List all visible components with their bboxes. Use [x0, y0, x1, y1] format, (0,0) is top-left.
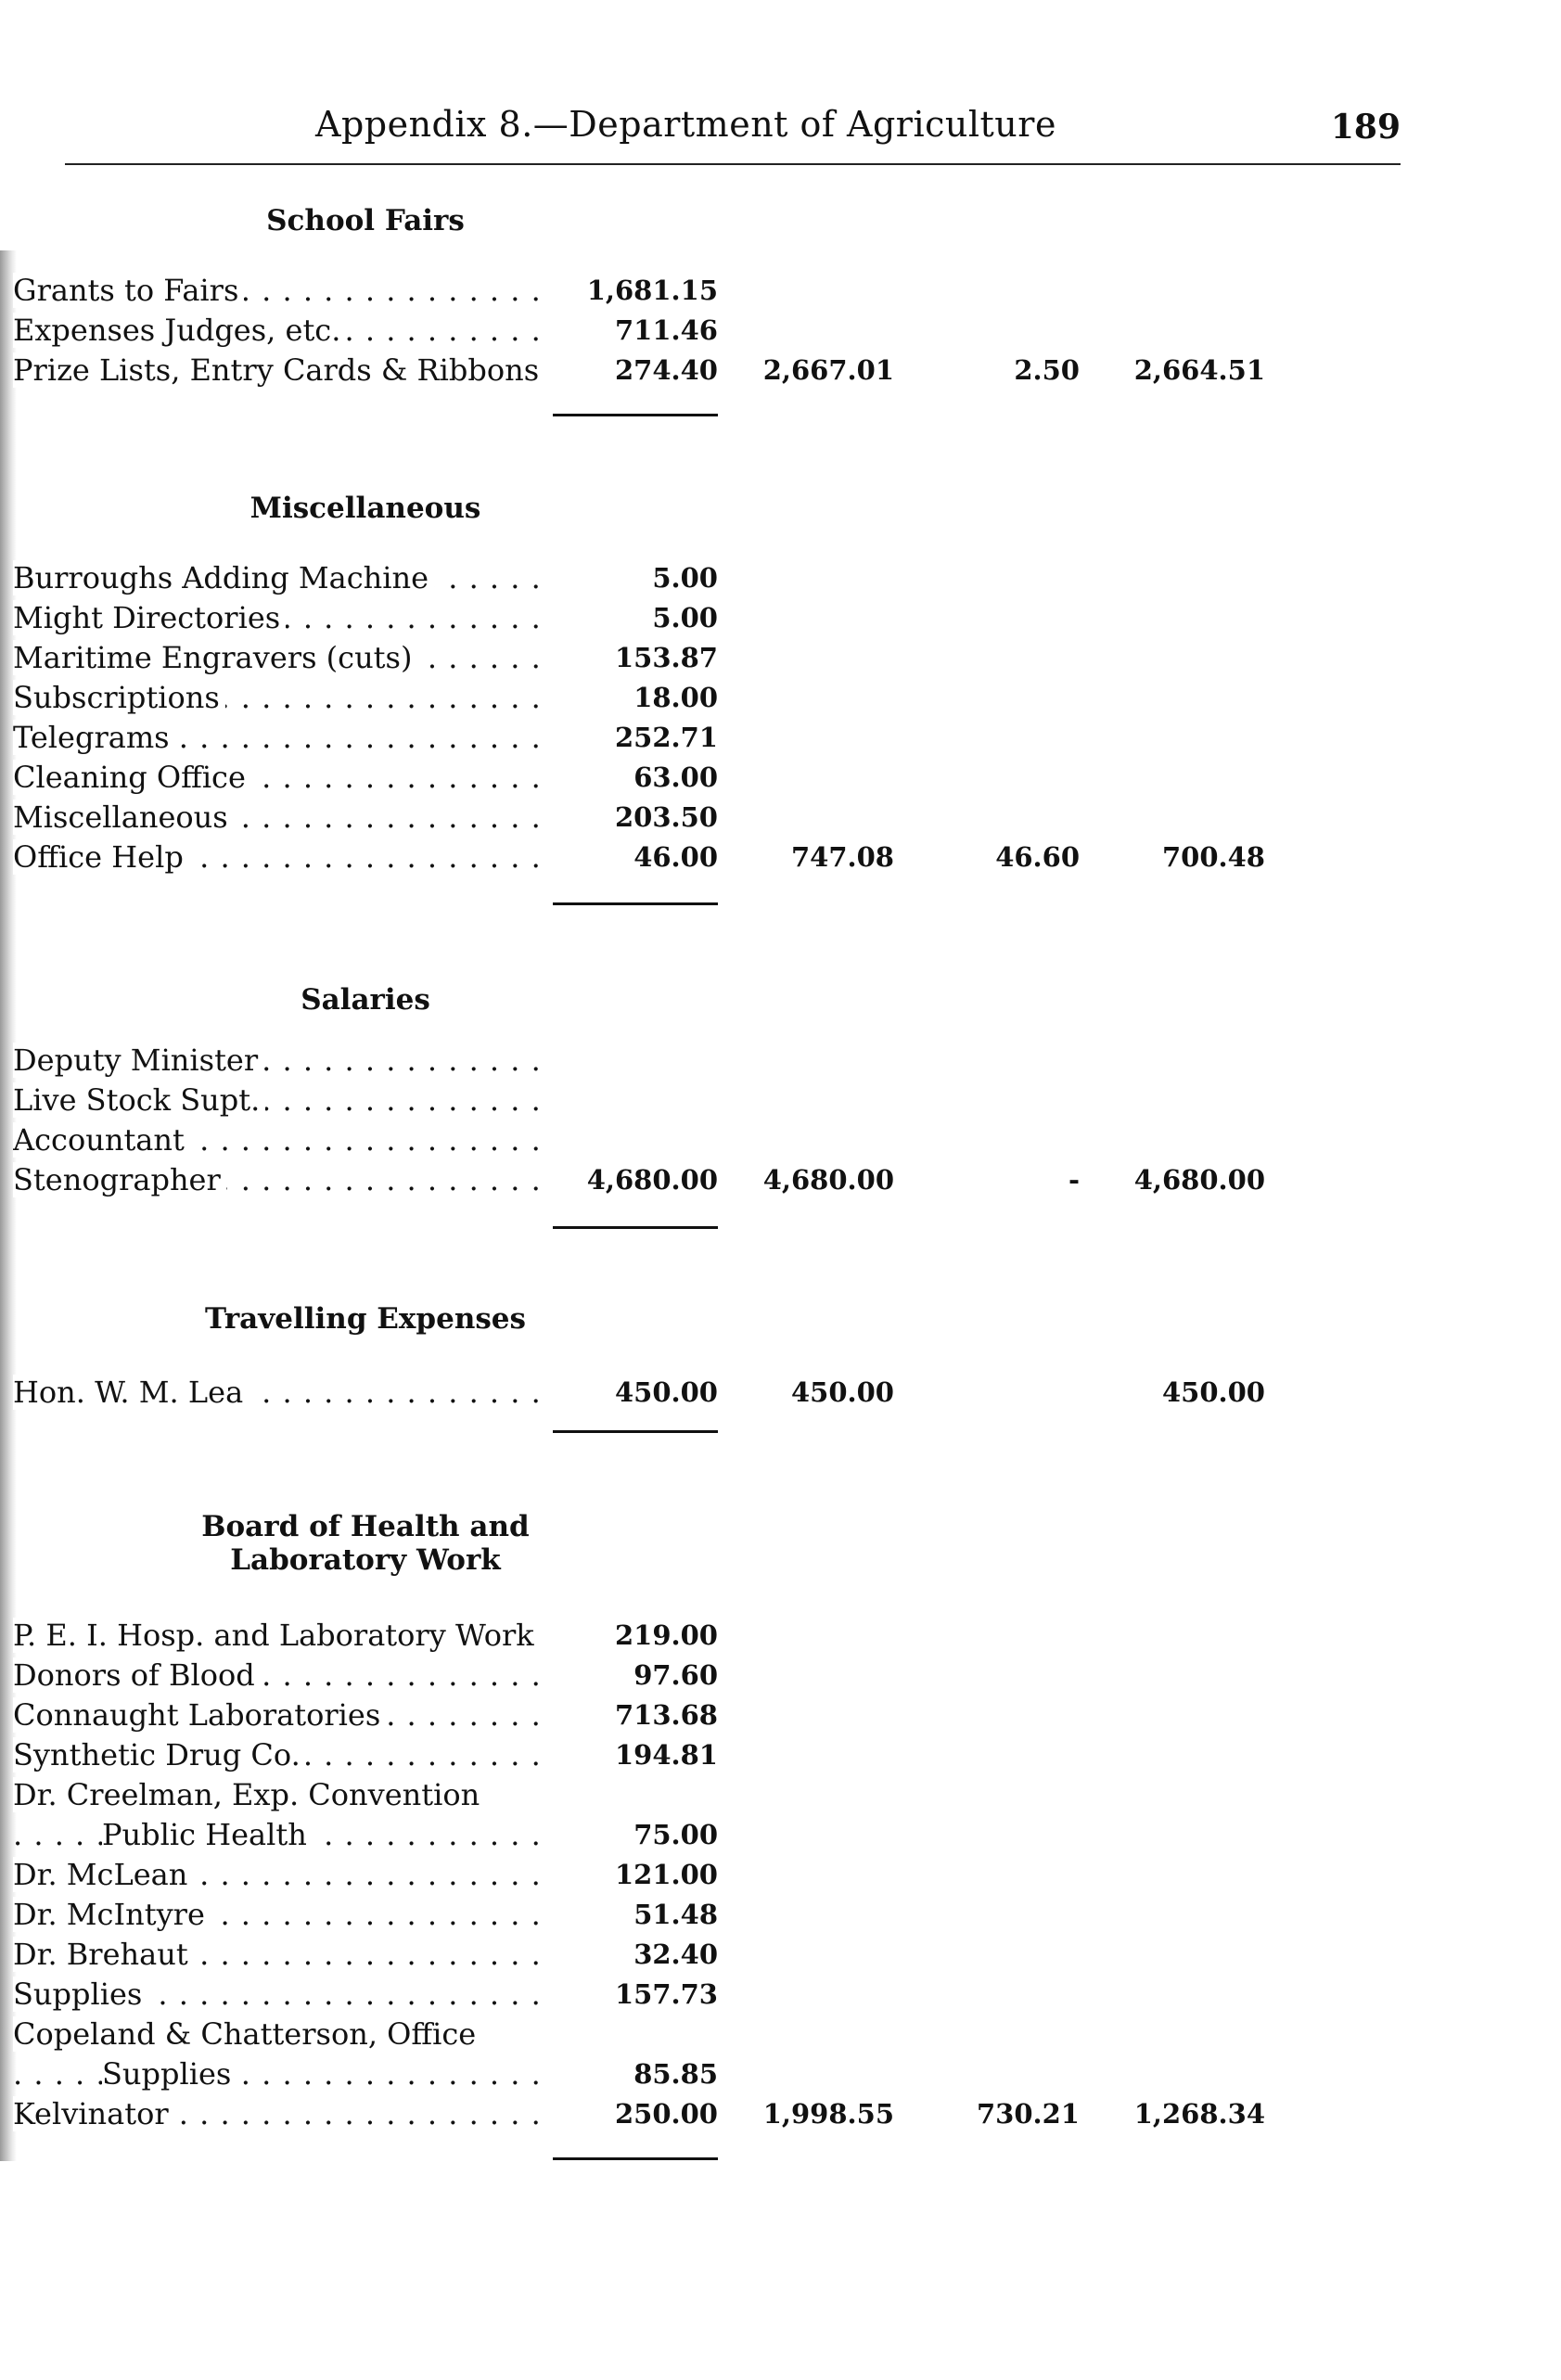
section-title: School Fairs [266, 204, 465, 237]
section-title: Salaries [301, 983, 430, 1017]
row-amount: 157.73 [615, 1978, 718, 2010]
table-row [13, 1162, 1311, 1199]
row-label: Office Help [13, 839, 189, 875]
section-title-line-1: Board of Health and [201, 1510, 530, 1543]
table-row [13, 800, 1311, 837]
row-label: P. E. I. Hosp. and Laboratory Work [13, 1618, 540, 1653]
row-label: Dr. McIntyre [13, 1897, 211, 1932]
header-rule [65, 163, 1401, 165]
section-title-line-2: Laboratory Work [230, 1543, 501, 1577]
row-label: Donors of Blood [13, 1657, 261, 1693]
table-row [13, 2016, 1311, 2054]
row-label: Deputy Minister [13, 1043, 263, 1078]
row-amount: 97.60 [633, 1659, 718, 1691]
row-label: Kelvinator [13, 2096, 174, 2131]
row-label: Live Stock Supt. [13, 1082, 265, 1118]
row-label: Expenses Judges, etc. [13, 313, 346, 348]
row-amount: 75.00 [633, 1819, 718, 1850]
page-header [65, 100, 1401, 156]
row-net: 1,268.34 [1133, 2098, 1265, 2130]
subtotal-rule [553, 902, 718, 905]
row-label: Connaught Laboratories [13, 1697, 386, 1733]
row-label: Dr. Creelman, Exp. Convention [13, 1777, 485, 1812]
table-row [13, 273, 1311, 310]
row-total: 2,667.01 [762, 354, 894, 386]
row-label: Prize Lists, Entry Cards & Ribbons [13, 352, 544, 388]
table-row [13, 680, 1311, 717]
row-total: 1,998.55 [762, 2098, 894, 2130]
row-net: 700.48 [1162, 841, 1265, 873]
row-label: Telegrams [13, 720, 175, 755]
row-deduction: 730.21 [977, 2098, 1080, 2130]
row-amount: 194.81 [615, 1739, 718, 1771]
row-label: Miscellaneous [13, 800, 234, 835]
table-row [13, 1777, 1311, 1814]
row-amount: 5.00 [652, 602, 718, 633]
row-amount: 63.00 [633, 761, 718, 793]
row-label: Grants to Fairs [13, 273, 244, 308]
row-amount: 274.40 [615, 354, 718, 386]
section-title: Travelling Expenses [205, 1302, 526, 1336]
row-label: Accountant [13, 1122, 190, 1158]
row-amount: 5.00 [652, 562, 718, 594]
row-total: 4,680.00 [762, 1164, 894, 1196]
row-label: Dr. McLean [13, 1857, 193, 1892]
table-row [13, 560, 1311, 597]
subtotal-rule [553, 414, 718, 416]
row-label: Dr. Brehaut [13, 1937, 194, 1972]
row-amount: 85.85 [633, 2058, 718, 2090]
row-total: 747.08 [791, 841, 894, 873]
row-amount: 450.00 [615, 1376, 718, 1408]
row-amount: 4,680.00 [586, 1164, 718, 1196]
row-net: 2,664.51 [1133, 354, 1265, 386]
table-row [13, 760, 1311, 797]
row-amount: 46.00 [633, 841, 718, 873]
table-row [13, 1043, 1311, 1080]
table-row [13, 1122, 1311, 1159]
table-row [13, 1897, 1311, 1934]
row-label: Burroughs Adding Machine [13, 560, 434, 595]
table-row [13, 313, 1311, 350]
row-amount: 713.68 [615, 1699, 718, 1731]
table-row [13, 1375, 1311, 1412]
row-total: 450.00 [791, 1376, 894, 1408]
table-row [13, 1817, 1311, 1854]
page-number: 189 [1330, 108, 1401, 147]
row-amount: 252.71 [615, 722, 718, 753]
table-row [13, 352, 1311, 390]
table-row [13, 2096, 1311, 2133]
page-title: Appendix 8.—Department of Agriculture [315, 104, 1056, 145]
row-label: Hon. W. M. Lea [13, 1375, 249, 1410]
table-row [13, 640, 1311, 677]
row-label: Public Health [102, 1817, 313, 1852]
row-net: 4,680.00 [1133, 1164, 1265, 1196]
row-amount: 32.40 [633, 1939, 718, 1970]
row-amount: 153.87 [615, 642, 718, 673]
table-row [13, 1977, 1311, 2014]
table-row [13, 1082, 1311, 1120]
table-row [13, 720, 1311, 757]
row-label: Supplies [13, 1977, 147, 2012]
subtotal-rule [553, 2157, 718, 2160]
row-label: Copeland & Chatterson, Office [13, 2016, 481, 2052]
row-deduction: 46.60 [995, 841, 1080, 873]
table-row [13, 1618, 1311, 1655]
row-net: 450.00 [1162, 1376, 1265, 1408]
row-label: Stenographer [13, 1162, 226, 1197]
row-amount: 203.50 [615, 801, 718, 833]
row-label: Might Directories [13, 600, 286, 635]
table-row [13, 600, 1311, 637]
table-row [13, 1657, 1311, 1695]
row-amount: 121.00 [615, 1859, 718, 1890]
table-row [13, 1737, 1311, 1774]
row-amount: 250.00 [615, 2098, 718, 2130]
row-label: Subscriptions [13, 680, 225, 715]
subtotal-rule [553, 1226, 718, 1229]
row-amount: 711.46 [615, 314, 718, 346]
table-row [13, 839, 1311, 877]
subtotal-rule [553, 1430, 718, 1433]
row-amount: 51.48 [633, 1899, 718, 1930]
table-row [13, 1857, 1311, 1894]
row-amount: 18.00 [633, 682, 718, 713]
table-row [13, 1937, 1311, 1974]
row-amount: 1,681.15 [586, 275, 718, 306]
section-title: Miscellaneous [250, 492, 481, 525]
row-amount: 219.00 [615, 1619, 718, 1651]
row-deduction: - [1068, 1164, 1080, 1196]
row-label: Supplies [102, 2056, 237, 2092]
table-row [13, 2056, 1311, 2093]
row-deduction: 2.50 [1014, 354, 1080, 386]
row-label: Synthetic Drug Co. [13, 1737, 306, 1772]
table-row [13, 1697, 1311, 1734]
row-label: Maritime Engravers (cuts) [13, 640, 417, 675]
row-label: Cleaning Office [13, 760, 251, 795]
